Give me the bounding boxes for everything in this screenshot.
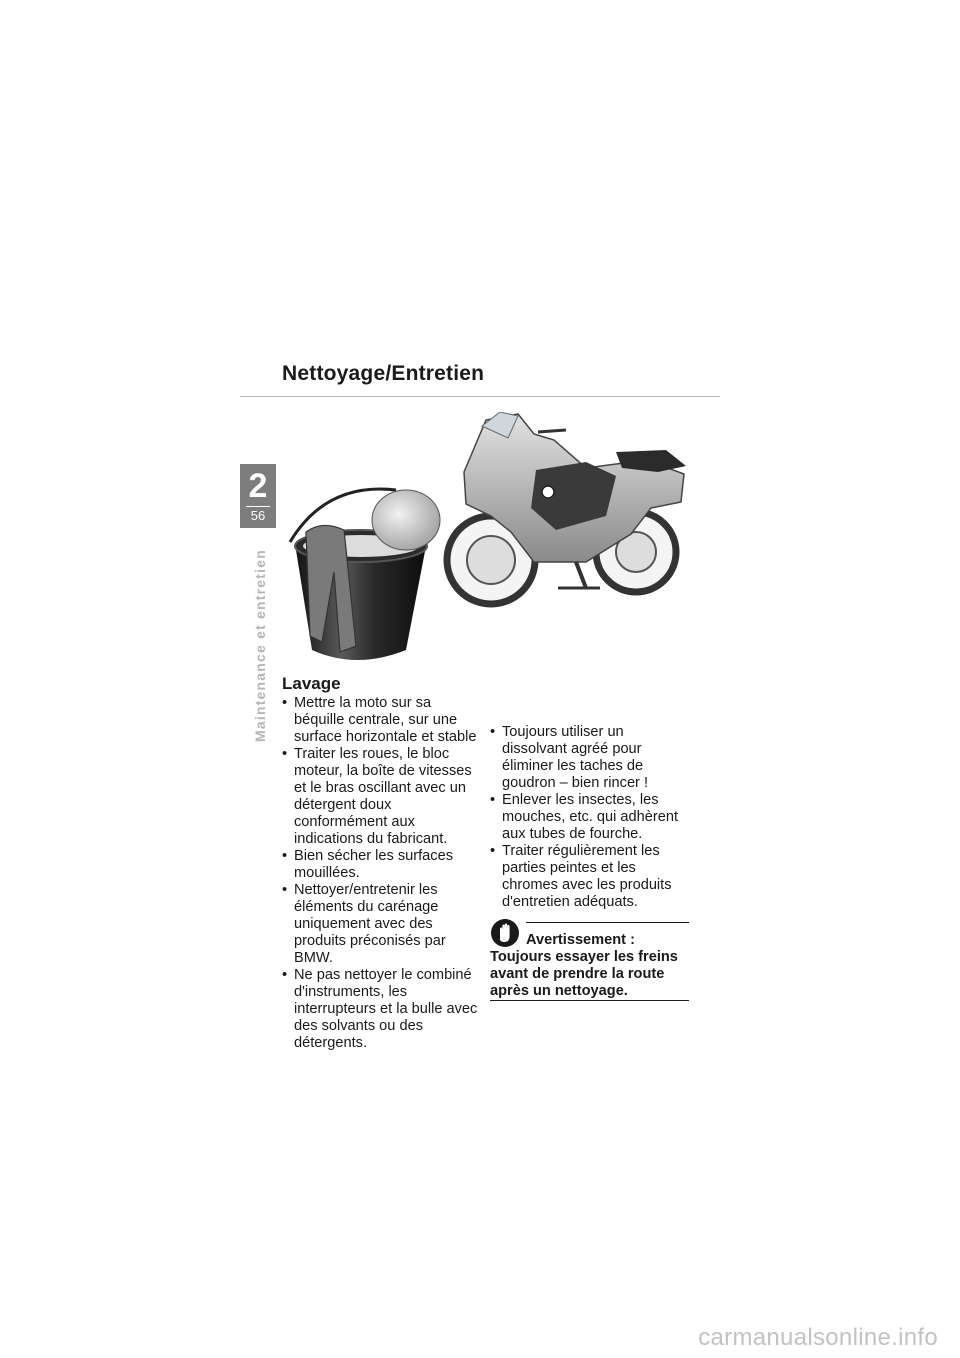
title-divider <box>240 396 720 397</box>
instruction-list-right <box>490 724 690 911</box>
cleaning-instructions-left <box>282 674 482 1052</box>
chapter-number: 2 <box>248 467 268 505</box>
list-item: • Nettoyer/entretenir les éléments du carénage uniquement avec des produits préconisés par BMW. <box>282 882 482 967</box>
chapter-tab-divider <box>246 506 270 507</box>
list-item: • Traiter régulièrement les parties peintes et les chromes avec les produits d'entretien adéquats. <box>490 843 690 911</box>
warning-heading: Avertissement : <box>526 932 635 948</box>
motorcycle-image <box>447 412 686 604</box>
watermark: carmanualsonline.info <box>698 1324 938 1351</box>
list-item: • Traiter les roues, le bloc moteur, la boîte de vitesses et le bras oscillant avec un détergent doux conformément aux indications du fabricant. <box>282 746 482 848</box>
warning-bottom-rule <box>490 1000 689 1001</box>
cleaning-instructions-right <box>490 724 690 911</box>
page-title: Nettoyage/Entretien <box>282 362 485 385</box>
list-item: • Mettre la moto sur sa béquille centrale, sur une surface horizontale et stable <box>282 695 482 746</box>
warning-top-rule <box>526 922 689 923</box>
chapter-side-label: Maintenance et entretien <box>252 549 268 742</box>
chapter-tab <box>240 464 276 528</box>
page-number: 56 <box>250 508 266 523</box>
list-item: • Ne pas nettoyer le combiné d'instruments, les interrupteurs et la bulle avec des solvants ou des détergents. <box>282 967 482 1052</box>
warning-text: Toujours essayer les freins avant de prendre la route après un nettoyage. <box>490 949 678 999</box>
list-item: • Enlever les insectes, les mouches, etc. qui adhèrent aux tubes de fourche. <box>490 792 690 843</box>
hand-stop-icon <box>490 918 520 948</box>
bucket-and-motorcycle-illustration <box>286 412 706 674</box>
list-item: • Bien sécher les surfaces mouillées. <box>282 848 482 882</box>
bucket-image <box>290 489 440 660</box>
list-item: • Toujours utiliser un dissolvant agréé pour éliminer les taches de goudron – bien rincer ! <box>490 724 690 792</box>
section-title: Lavage <box>282 674 341 693</box>
instruction-list-left <box>282 695 482 1052</box>
